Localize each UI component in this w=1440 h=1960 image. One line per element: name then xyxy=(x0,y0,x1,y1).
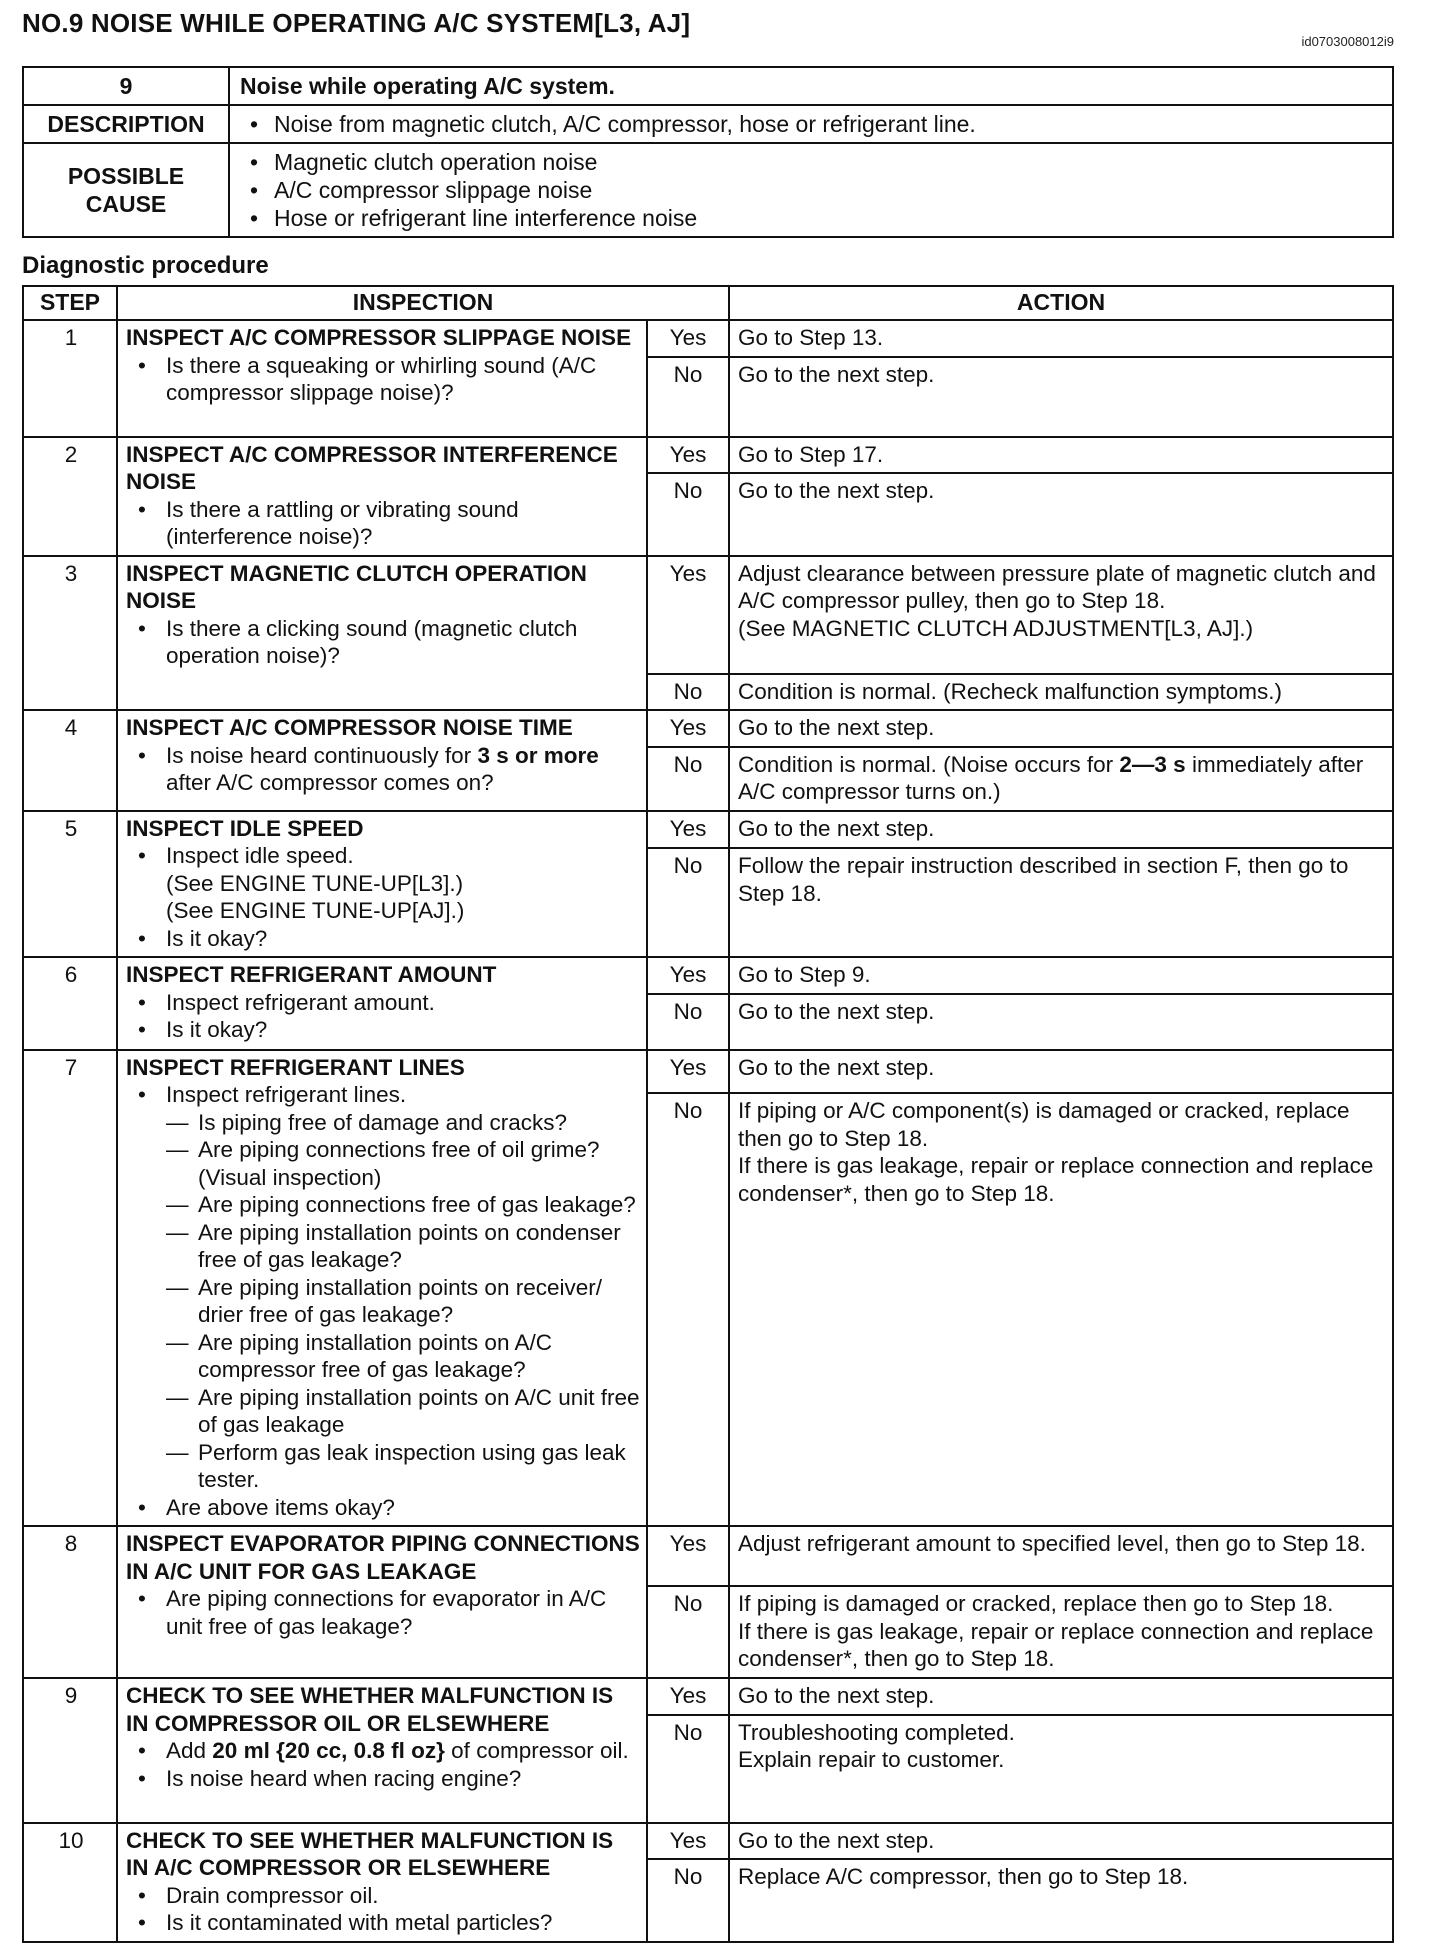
action-no: Go to the next step. xyxy=(729,357,1393,437)
inspection-subitem: — Are piping connections free of gas leakage? xyxy=(166,1191,640,1219)
inspection-title: CHECK TO SEE WHETHER MALFUNCTION IS IN A/C COMPRESSOR OR ELSEWHERE xyxy=(126,1827,614,1880)
action-yes: Go to the next step. xyxy=(729,1823,1393,1860)
step-number: 6 xyxy=(23,957,117,1050)
step-row xyxy=(23,1823,1393,1860)
inspection-subitem: — Are piping installation points on A/C compressor free of gas leakage? xyxy=(166,1329,640,1384)
step-row xyxy=(23,320,1393,357)
symptom-name: Noise while operating A/C system. xyxy=(229,67,1393,105)
answer-yes: Yes xyxy=(647,437,729,474)
inspection-title: INSPECT IDLE SPEED xyxy=(126,815,364,841)
answer-no: No xyxy=(647,357,729,437)
page-title: NO.9 NOISE WHILE OPERATING A/C SYSTEM[L3, AJ] xyxy=(22,8,691,38)
reference-link: (See ENGINE TUNE-UP[AJ].) xyxy=(166,898,465,923)
inspection-item: • Is it okay? xyxy=(126,1016,640,1044)
inspection-title: INSPECT EVAPORATOR PIPING CONNECTIONS IN A/C UNIT FOR GAS LEAKAGE xyxy=(126,1531,640,1584)
answer-no: No xyxy=(647,473,729,555)
step-row xyxy=(23,556,1393,674)
answer-no: No xyxy=(647,1859,729,1941)
answer-no: No xyxy=(647,674,729,711)
inspection-item: • Is there a rattling or vibrating sound (interference noise)? xyxy=(126,496,640,551)
action-yes: Adjust refrigerant amount to specified level, then go to Step 18. xyxy=(729,1526,1393,1586)
step-row xyxy=(23,957,1393,994)
possible-cause-label: POSSIBLE CAUSE xyxy=(23,143,229,237)
inspection-cell xyxy=(117,437,647,556)
inspection-title: CHECK TO SEE WHETHER MALFUNCTION IS IN COMPRESSOR OIL OR ELSEWHERE xyxy=(126,1683,614,1736)
inspection-subitem: — Is piping free of damage and cracks? xyxy=(166,1109,640,1137)
step-number: 1 xyxy=(23,320,117,437)
inspection-cell xyxy=(117,957,647,1050)
action-no: Replace A/C compressor, then go to Step 18. xyxy=(729,1859,1393,1941)
step-row xyxy=(23,1678,1393,1715)
inspection-item: • Is it okay? xyxy=(126,925,640,953)
inspection-cell xyxy=(117,556,647,711)
action-no: If piping or A/C component(s) is damaged or cracked, replace then go to Step 18. If there is gas leakage, repair or replace connection and replace condenser*, then go to Step 18. xyxy=(729,1093,1393,1526)
inspection-item: • Drain compressor oil. xyxy=(126,1882,640,1910)
inspection-cell xyxy=(117,1050,647,1527)
answer-no: No xyxy=(647,1715,729,1823)
diagnostic-procedure-title: Diagnostic procedure xyxy=(22,252,269,279)
step-row xyxy=(23,710,1393,747)
inspection-subitem: — Are piping installation points on receiver/ drier free of gas leakage? xyxy=(166,1274,640,1329)
action-no: Follow the repair instruction described in section F, then go to Step 18. xyxy=(729,848,1393,957)
answer-yes: Yes xyxy=(647,957,729,994)
answer-yes: Yes xyxy=(647,1526,729,1586)
step-number: 4 xyxy=(23,710,117,811)
action-no: Troubleshooting completed. Explain repair to customer. xyxy=(729,1715,1393,1823)
cause-item: • Magnetic clutch operation noise xyxy=(240,148,1382,176)
description-text: • Noise from magnetic clutch, A/C compressor, hose or refrigerant line. xyxy=(240,110,1382,138)
answer-yes: Yes xyxy=(647,320,729,357)
step-number: 9 xyxy=(23,1678,117,1823)
step-number: 7 xyxy=(23,1050,117,1527)
inspection-item: • Are piping connections for evaporator in A/C unit free of gas leakage? xyxy=(126,1585,640,1640)
inspection-item: • Is noise heard when racing engine? xyxy=(126,1765,640,1793)
inspection-item: • Is there a clicking sound (magnetic clutch operation noise)? xyxy=(126,615,640,670)
cause-item: • Hose or refrigerant line interference noise xyxy=(240,204,1382,232)
action-yes: Go to the next step. xyxy=(729,811,1393,849)
answer-no: No xyxy=(647,747,729,811)
inspection-item: • Inspect idle speed. (See ENGINE TUNE-UP[L3].) (See ENGINE TUNE-UP[AJ].) xyxy=(126,842,640,925)
action-yes: Go to the next step. xyxy=(729,710,1393,747)
inspection-title: INSPECT A/C COMPRESSOR NOISE TIME xyxy=(126,715,573,740)
inspection-title: INSPECT REFRIGERANT LINES xyxy=(126,1054,465,1080)
action-no: Go to the next step. xyxy=(729,994,1393,1050)
document-id: id0703008012i9 xyxy=(1301,34,1394,49)
inspection-cell xyxy=(117,811,647,958)
inspection-title: INSPECT A/C COMPRESSOR INTERFERENCE NOISE xyxy=(126,441,618,494)
description-cell xyxy=(229,105,1393,143)
summary-table xyxy=(22,66,1394,238)
inspection-title: INSPECT REFRIGERANT AMOUNT xyxy=(126,962,497,987)
answer-yes: Yes xyxy=(647,556,729,674)
answer-yes: Yes xyxy=(647,710,729,747)
inspection-item: • Is noise heard continuously for 3 s or more after A/C compressor comes on? xyxy=(126,742,640,797)
header-action: ACTION xyxy=(729,286,1393,320)
inspection-cell xyxy=(117,320,647,437)
step-number: 2 xyxy=(23,437,117,556)
possible-cause-cell xyxy=(229,143,1393,237)
inspection-item: • Inspect refrigerant amount. xyxy=(126,989,640,1017)
header-inspection: INSPECTION xyxy=(117,286,729,320)
answer-no: No xyxy=(647,1586,729,1678)
inspection-title: INSPECT MAGNETIC CLUTCH OPERATION NOISE xyxy=(126,560,587,613)
header-step: STEP xyxy=(23,286,117,320)
inspection-title: INSPECT A/C COMPRESSOR SLIPPAGE NOISE xyxy=(126,325,632,350)
answer-yes: Yes xyxy=(647,1823,729,1860)
answer-no: No xyxy=(647,1093,729,1526)
action-yes: Go to the next step. xyxy=(729,1678,1393,1715)
step-row xyxy=(23,811,1393,849)
inspection-subitem: — Are piping connections free of oil grime? (Visual inspection) xyxy=(166,1136,640,1191)
inspection-cell xyxy=(117,1526,647,1678)
inspection-item: • Is there a squeaking or whirling sound (A/C compressor slippage noise)? xyxy=(126,352,640,407)
action-no: Go to the next step. xyxy=(729,473,1393,555)
answer-no: No xyxy=(647,994,729,1050)
action-no: Condition is normal. (Recheck malfunction symptoms.) xyxy=(729,674,1393,711)
inspection-subitem: — Are piping installation points on A/C unit free of gas leakage xyxy=(166,1384,640,1439)
action-yes: Go to Step 13. xyxy=(729,320,1393,357)
inspection-item: • Inspect refrigerant lines. — Is piping free of damage and cracks? — Are piping connections free of oil grime? (Visual inspection) — Are piping connections free of gas leakage? — Are piping installation points on condenser free of gas leakage? — Are piping installation points on receiver/ drier free of gas leakage? — Are piping installation points on A/C compressor free of gas leakage? — Are piping installation points on A/C unit free of gas leakage — Perform gas leak inspection using gas leak tester. xyxy=(126,1081,640,1494)
symptom-number: 9 xyxy=(23,67,229,105)
answer-no: No xyxy=(647,848,729,957)
inspection-item: • Add 20 ml {20 cc, 0.8 fl oz} of compressor oil. xyxy=(126,1737,640,1765)
step-number: 5 xyxy=(23,811,117,958)
step-row xyxy=(23,1526,1393,1586)
inspection-cell xyxy=(117,1823,647,1942)
step-number: 8 xyxy=(23,1526,117,1678)
diagnostic-table xyxy=(22,285,1394,1943)
step-number: 10 xyxy=(23,1823,117,1942)
inspection-item: • Are above items okay? xyxy=(126,1494,640,1522)
inspection-cell xyxy=(117,710,647,811)
action-yes: Go to Step 9. xyxy=(729,957,1393,994)
action-yes: Adjust clearance between pressure plate of magnetic clutch and A/C compressor pulley, then go to Step 18. (See MAGNETIC CLUTCH ADJUSTMENT[L3, AJ].) xyxy=(729,556,1393,674)
step-number: 3 xyxy=(23,556,117,711)
inspection-subitem: — Perform gas leak inspection using gas leak tester. xyxy=(166,1439,640,1494)
answer-yes: Yes xyxy=(647,1678,729,1715)
action-no: If piping is damaged or cracked, replace then go to Step 18. If there is gas leakage, repair or replace connection and replace condenser*, then go to Step 18. xyxy=(729,1586,1393,1678)
action-no: Condition is normal. (Noise occurs for 2—3 s immediately after A/C compressor turns on.) xyxy=(729,747,1393,811)
inspection-subitem: — Are piping installation points on condenser free of gas leakage? xyxy=(166,1219,640,1274)
inspection-cell xyxy=(117,1678,647,1823)
action-yes: Go to the next step. xyxy=(729,1050,1393,1094)
inspection-item: • Is it contaminated with metal particles? xyxy=(126,1909,640,1937)
cause-item: • A/C compressor slippage noise xyxy=(240,176,1382,204)
answer-yes: Yes xyxy=(647,1050,729,1094)
answer-yes: Yes xyxy=(647,811,729,849)
step-row xyxy=(23,1050,1393,1094)
action-yes: Go to Step 17. xyxy=(729,437,1393,474)
description-label: DESCRIPTION xyxy=(23,105,229,143)
step-row xyxy=(23,437,1393,474)
reference-link: (See ENGINE TUNE-UP[L3].) xyxy=(166,870,464,896)
